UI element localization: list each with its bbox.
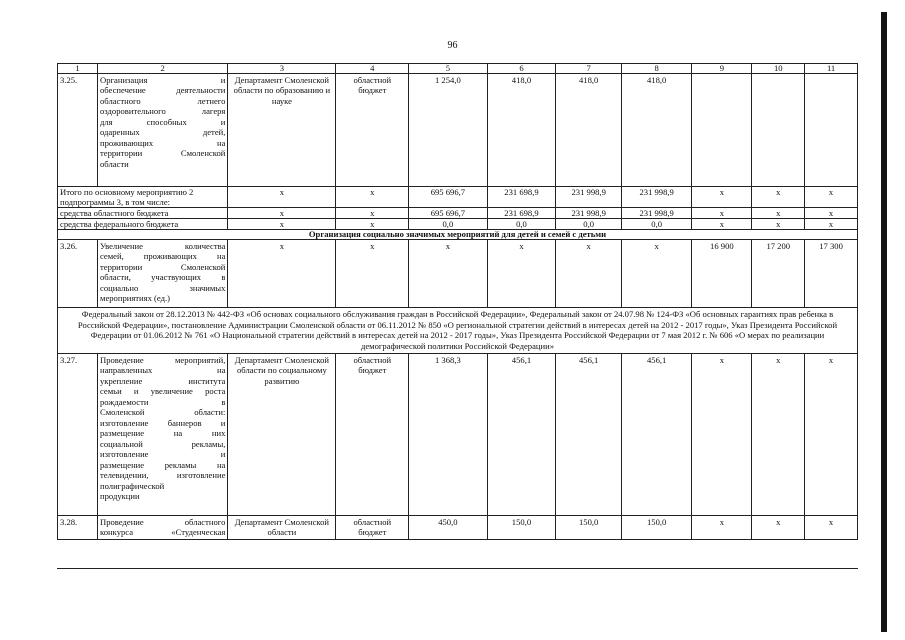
indicator-year-3-cell (805, 74, 858, 187)
total-amount-cell: 1 368,3 (409, 353, 487, 515)
indicator-year-2-cell: х (752, 353, 805, 515)
total-main-c8: 231 998,9 (621, 187, 691, 208)
total-main-c5: 695 696,7 (409, 187, 487, 208)
indicator-year-2-cell (752, 74, 805, 187)
measure-name-line: полиграфической (100, 480, 165, 491)
total-regional-c10: х (752, 208, 805, 219)
col-header-7: 7 (556, 64, 622, 74)
indicator-name (98, 240, 228, 308)
row-3-26-c3: х (228, 240, 336, 308)
total-regional-row (58, 208, 858, 219)
row-3-26-c9: 16 900 (692, 240, 752, 308)
measure-name-line: размещение на них (100, 428, 226, 439)
row-number: 3.28. (58, 515, 98, 539)
total-regional-c9: х (692, 208, 752, 219)
total-regional-c8: 231 998,9 (621, 208, 691, 219)
measure-name-line: Организация и (100, 75, 226, 85)
measure-name-line: продукции (100, 491, 140, 502)
indicator-year-3-cell: х (805, 353, 858, 515)
measure-name-line: оздоровительного лагеря (100, 106, 226, 117)
funding-source-cell: областной бюджет (336, 515, 409, 539)
total-main-c11: х (805, 187, 858, 208)
total-federal-c5: 0,0 (409, 219, 487, 230)
measure-name-line: Проведение областного (100, 516, 226, 527)
measure-name-line: Проведение мероприятий, (100, 354, 226, 365)
total-federal-c11: х (805, 219, 858, 230)
measure-name-line: одаренных детей, (100, 127, 226, 138)
measure-name-line: семьи и увеличение роста (100, 386, 226, 397)
row-3-26-c11: 17 300 (805, 240, 858, 308)
measure-name (98, 353, 228, 515)
indicator-year-1-cell: х (692, 353, 752, 515)
total-main-row (58, 187, 858, 208)
indicator-year-1-cell: х (692, 515, 752, 539)
year-1-amount-cell: 150,0 (487, 515, 556, 539)
measure-name-line: Смоленской области: (100, 407, 226, 418)
col-header-10: 10 (752, 64, 805, 74)
measure-name (98, 74, 228, 187)
total-regional-c11: х (805, 208, 858, 219)
total-federal-row (58, 219, 858, 230)
total-main-c6: 231 698,9 (487, 187, 556, 208)
measure-name-line: областного летнего (100, 95, 226, 106)
total-federal-label: средства федерального бюджета (58, 219, 228, 230)
measure-name-line: изготовление и (100, 449, 226, 460)
year-3-amount-cell: 418,0 (621, 74, 691, 187)
total-regional-c7: 231 998,9 (556, 208, 622, 219)
page-number: 96 (447, 40, 458, 51)
measure-name-line: телевидении, изготовление (100, 470, 226, 481)
year-1-amount-cell: 418,0 (487, 74, 556, 187)
col-header-6: 6 (487, 64, 556, 74)
measure-name-line: размещение рекламы на (100, 459, 226, 470)
column-number-row (58, 64, 858, 74)
year-1-amount-cell: 456,1 (487, 353, 556, 515)
total-main-label: Итого по основному мероприятию 2 подпрограммы 3, в том числе: (58, 187, 228, 208)
funding-source-cell: областной бюджет (336, 74, 409, 187)
col-header-2: 2 (98, 64, 228, 74)
indicator-name-line: социально значимых (100, 282, 226, 293)
funding-source-cell: областной бюджет (336, 353, 409, 515)
total-regional-c4: х (336, 208, 409, 219)
indicator-name-line: области, участвующих в (100, 272, 226, 283)
row-3-26-c7: х (556, 240, 622, 308)
section-heading: Организация социально значимых мероприятий для детей и семей с детьми (58, 230, 858, 240)
executor-cell: Департамент Смоленской области по социальному развитию (228, 353, 336, 515)
col-header-1: 1 (58, 64, 98, 74)
total-federal-c9: х (692, 219, 752, 230)
col-header-4: 4 (336, 64, 409, 74)
indicator-name-line: территории Смоленской (100, 261, 226, 272)
indicator-name-line: Увеличение количества (100, 241, 226, 251)
total-main-c3: х (228, 187, 336, 208)
total-federal-c8: 0,0 (621, 219, 691, 230)
col-header-11: 11 (805, 64, 858, 74)
row-3-26-c5: х (409, 240, 487, 308)
row-3-26-c10: 17 200 (752, 240, 805, 308)
year-2-amount-cell: 418,0 (556, 74, 622, 187)
measure-name-line: территории Смоленской (100, 148, 226, 159)
table-row-3-27 (58, 353, 858, 515)
indicator-name-line: мероприятиях (ед.) (100, 293, 170, 304)
year-2-amount-cell: 150,0 (556, 515, 622, 539)
measure-name-line: проживающих на (100, 137, 226, 148)
total-amount-cell: 1 254,0 (409, 74, 487, 187)
total-federal-c4: х (336, 219, 409, 230)
year-2-amount-cell: 456,1 (556, 353, 622, 515)
section-heading-row (58, 230, 858, 240)
table-row-3-25 (58, 74, 858, 187)
total-regional-c6: 231 698,9 (487, 208, 556, 219)
year-3-amount-cell: 150,0 (621, 515, 691, 539)
total-main-c7: 231 998,9 (556, 187, 622, 208)
row-3-26-c6: х (487, 240, 556, 308)
row-3-26-c4: х (336, 240, 409, 308)
indicator-year-1-cell (692, 74, 752, 187)
budget-table (57, 63, 858, 540)
scan-edge-bar (881, 12, 887, 632)
indicator-name-line: семей, проживающих на (100, 251, 226, 262)
measure-name-line: для способных и (100, 116, 226, 127)
col-header-9: 9 (692, 64, 752, 74)
year-3-amount-cell: 456,1 (621, 353, 691, 515)
measure-name-line: обеспечение деятельности (100, 85, 226, 96)
col-header-3: 3 (228, 64, 336, 74)
measure-name-line: укрепление института (100, 375, 226, 386)
row-number: 3.27. (58, 353, 98, 515)
measure-name (98, 515, 228, 539)
measure-name-line: рождаемости в (100, 396, 226, 407)
measure-name-line: социальной рекламы, (100, 438, 226, 449)
total-federal-c7: 0,0 (556, 219, 622, 230)
executor-cell: Департамент Смоленской области (228, 515, 336, 539)
total-federal-c10: х (752, 219, 805, 230)
total-federal-c6: 0,0 (487, 219, 556, 230)
executor-cell: Департамент Смоленской области по образованию и науке (228, 74, 336, 187)
row-number: 3.25. (58, 74, 98, 187)
measure-name-line: области (100, 158, 129, 169)
total-regional-c5: 695 696,7 (409, 208, 487, 219)
total-main-c9: х (692, 187, 752, 208)
indicator-year-3-cell: х (805, 515, 858, 539)
indicator-year-2-cell: х (752, 515, 805, 539)
col-header-8: 8 (621, 64, 691, 74)
budget-table-wrapper (57, 63, 858, 569)
measure-name-line: направленных на (100, 365, 226, 376)
total-federal-c3: х (228, 219, 336, 230)
legal-basis-row (58, 308, 858, 354)
row-number: 3.26. (58, 240, 98, 308)
total-amount-cell: 450,0 (409, 515, 487, 539)
total-regional-c3: х (228, 208, 336, 219)
total-main-c10: х (752, 187, 805, 208)
total-regional-label: средства областного бюджета (58, 208, 228, 219)
measure-name-line: конкурса «Студенческая (100, 527, 226, 538)
col-header-5: 5 (409, 64, 487, 74)
table-row-3-28 (58, 515, 858, 539)
measure-name-line: изготовление баннеров и (100, 417, 226, 428)
row-3-26-c8: х (621, 240, 691, 308)
legal-basis-text: Федеральный закон от 28.12.2013 № 442-ФЗ «Об основах социального обслуживания граждан в Российской Федерации», Федеральный закон от 24.07.98 № 124-ФЗ «Об основных гарантиях прав ребенка в Российской Федерации», постановление Администрации Смоленской области от 06.11.2012 № 850 «О региональной стратегии действий в интересах детей на 2012 - 2017 годы», Указ Президента Российской Федерации от 01.06.2012 № 761 «О Национальной стратегии действий в интересах детей на 2012 - 2017 годы», Указ Президента Российской Федерации от 7 мая 2012 г. № 606 «О мерах по реализации демографической политики Российской Федерации» (58, 308, 858, 354)
total-main-c4: х (336, 187, 409, 208)
table-row-3-26 (58, 240, 858, 308)
